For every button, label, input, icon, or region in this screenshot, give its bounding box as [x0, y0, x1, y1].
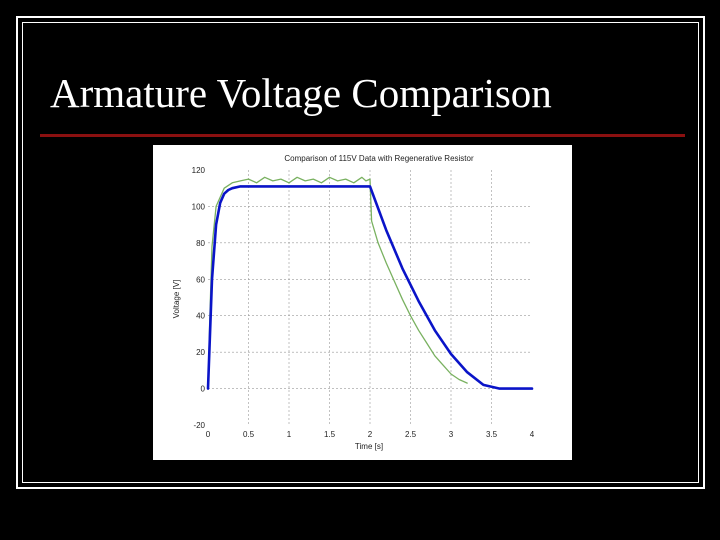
- x-tick-label: 3.5: [485, 430, 498, 439]
- x-tick-label: 1: [286, 430, 292, 439]
- y-axis-label: Voltage [V]: [172, 279, 181, 319]
- y-tick-label: 120: [191, 166, 205, 175]
- x-axis-label: Time [s]: [354, 442, 384, 451]
- tick-labels: [192, 166, 535, 439]
- y-tick-label: 100: [191, 202, 205, 212]
- x-tick-label: 1.5: [323, 430, 336, 439]
- x-tick-label: 0.5: [242, 430, 255, 439]
- chart-image: [153, 145, 572, 460]
- y-tick-label: -20: [193, 421, 205, 430]
- x-tick-label: 2: [367, 430, 373, 439]
- x-tick-label: 4: [529, 430, 535, 439]
- x-tick-label: 3: [448, 430, 454, 439]
- title-underline: [40, 134, 685, 137]
- y-tick-label: 40: [196, 311, 205, 321]
- chart-title: Comparison of 115V Data with Regenerative Resistor: [284, 154, 474, 163]
- line-chart: [153, 145, 572, 460]
- x-tick-label: 2.5: [404, 430, 417, 439]
- y-tick-label: 60: [196, 275, 205, 285]
- y-tick-label: 20: [196, 348, 205, 358]
- x-tick-label: 0: [205, 430, 211, 439]
- y-tick-label: 80: [196, 238, 205, 248]
- measured-voltage-line: [208, 177, 467, 388]
- y-tick-label: 0: [200, 384, 205, 394]
- grid-lines: [208, 170, 532, 425]
- slide-title: Armature Voltage Comparison: [50, 70, 552, 116]
